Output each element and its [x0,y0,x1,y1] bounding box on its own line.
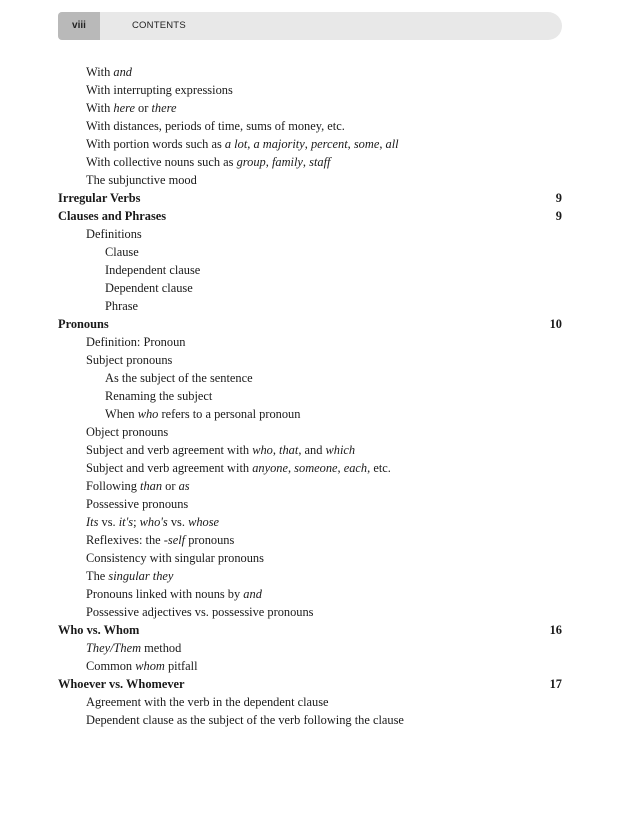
toc-section-entry [58,603,562,621]
toc-entry-text [86,101,176,115]
toc-entry-italic-text: who [252,443,273,457]
toc-entry-text [86,137,399,151]
toc-entry-text [86,497,188,511]
toc-entry-text-segment: Definition: Pronoun [86,335,186,349]
toc-entry-text-segment: , [272,443,280,457]
toc-section-entry [58,477,562,495]
toc-entry-text [58,623,139,637]
toc-entry-text-segment: When [105,407,138,421]
toc-entry-text-segment: With interrupting expressions [86,83,233,97]
toc-subsection-entry [58,261,562,279]
toc-entry-text-segment: The [86,569,109,583]
toc-entry-text [105,389,212,403]
toc-section-entry [58,531,562,549]
toc-chapter-entry [58,675,562,693]
toc-entry-text [86,335,185,349]
toc-entry-text-segment: Reflexives: the [86,533,164,547]
toc-entry-text [86,83,233,97]
toc-section-entry [58,153,562,171]
toc-entry-italic-text: as [178,479,190,493]
toc-section-entry [58,459,562,477]
toc-page-number: 9 [555,209,562,223]
toc-chapter-entry [58,621,562,639]
toc-entry-text-segment: As the subject of the sentence [105,371,253,385]
toc-section-entry [58,549,562,567]
toc-entry-italic-text: whom [135,659,165,673]
toc-entry-text [86,587,262,601]
toc-entry-text [105,407,300,421]
toc-entry-text [86,173,197,187]
toc-entry-text-segment: Pronouns [58,317,109,331]
toc-entry-text-segment: ; [133,515,140,529]
toc-section-entry [58,711,562,729]
toc-page-number: 17 [549,677,562,691]
toc-section-entry [58,567,562,585]
toc-entry-italic-text: that [279,443,299,457]
toc-section-entry [58,171,562,189]
toc-entry-italic-text: staff [309,155,331,169]
toc-entry-text-segment: Dependent clause [105,281,193,295]
toc-entry-italic-text: They/Them [86,641,142,655]
toc-chapter-entry [58,315,562,333]
toc-section-entry [58,441,562,459]
toc-entry-text [86,443,355,457]
toc-entry-text-segment: With distances, periods of time, sums of money, etc. [86,119,345,133]
toc-entry-text [86,479,190,493]
page-number: viii [58,12,100,40]
toc-entry-italic-text: who's [139,515,168,529]
toc-entry-text-segment: Following [86,479,141,493]
toc-entry-text-segment: , [247,137,254,151]
toc-entry-text-segment: Definitions [86,227,142,241]
toc-entry-text [86,227,142,241]
toc-entry-text [86,695,329,709]
toc-section-entry [58,513,562,531]
toc-section-entry [58,81,562,99]
toc-entry-text-segment: With [86,101,114,115]
toc-section-entry [58,639,562,657]
toc-entry-text-segment: Agreement with the verb in the dependent clause [86,695,329,709]
toc-entry-italic-text: singular they [108,569,174,583]
toc-section-entry [58,63,562,81]
toc-section-entry [58,693,562,711]
toc-entry-italic-text: and [113,65,132,79]
toc-entry-text-segment: Renaming the subject [105,389,213,403]
toc-entry-text [86,515,219,529]
toc-entry-italic-text: some [353,137,380,151]
toc-section-entry [58,99,562,117]
toc-subsection-entry [58,405,562,423]
toc-entry-text-segment: , [287,461,295,475]
toc-entry-text-segment: Object pronouns [86,425,169,439]
toc-entry-text [86,659,198,673]
toc-subsection-entry [58,243,562,261]
toc-subsection-entry [58,387,562,405]
toc-entry-italic-text: than [140,479,163,493]
toc-entry-text-segment: refers to a personal pronoun [158,407,301,421]
toc-entry-text-segment: Possessive adjectives vs. possessive pronouns [86,605,314,619]
toc-entry-text-segment: vs. [98,515,119,529]
toc-entry-italic-text: whose [188,515,220,529]
toc-entry-text [105,245,139,259]
table-of-contents [58,63,562,729]
toc-entry-text-segment: vs. [167,515,189,529]
toc-entry-text-segment: Subject and verb agreement with [86,461,253,475]
toc-entry-text [86,65,132,79]
header-title: CONTENTS [132,20,186,31]
toc-entry-text-segment: With [86,65,114,79]
toc-entry-italic-text: Its [86,515,99,529]
toc-entry-italic-text: all [385,137,399,151]
toc-entry-italic-text: which [325,443,356,457]
toc-entry-text-segment: Clause [105,245,139,259]
toc-section-entry [58,225,562,243]
toc-section-entry [58,333,562,351]
toc-entry-text-segment: , [347,137,354,151]
toc-entry-text-segment: or [162,479,179,493]
toc-entry-italic-text: group [236,155,266,169]
toc-entry-text-segment: , and [298,443,326,457]
toc-page-number: 9 [555,191,562,205]
toc-entry-italic-text: a majority [253,137,305,151]
toc-entry-text-segment: Common [86,659,136,673]
toc-entry-text [86,119,345,133]
toc-entry-italic-text: family [271,155,303,169]
toc-entry-text-segment: pitfall [164,659,198,673]
toc-section-entry [58,585,562,603]
toc-entry-text-segment: With collective nouns such as [86,155,237,169]
toc-subsection-entry [58,297,562,315]
toc-entry-text [58,191,141,205]
toc-entry-text-segment: , [304,137,311,151]
toc-entry-text [86,551,264,565]
toc-entry-text-segment: method [141,641,182,655]
toc-entry-text [58,209,166,223]
toc-entry-text [86,425,168,439]
toc-section-entry [58,351,562,369]
toc-entry-text-segment: , [379,137,386,151]
toc-entry-text-segment: Independent clause [105,263,201,277]
toc-chapter-entry [58,189,562,207]
toc-entry-text [86,605,314,619]
toc-entry-text-segment: or [134,101,152,115]
toc-entry-italic-text: anyone [252,461,288,475]
toc-entry-text-segment: Possessive pronouns [86,497,189,511]
toc-entry-text-segment: , [302,155,310,169]
toc-entry-text [105,281,193,295]
toc-entry-text [86,569,173,583]
toc-entry-text-segment: Dependent clause as the subject of the verb following the clause [86,713,404,727]
toc-entry-text-segment: pronouns [185,533,235,547]
toc-entry-text-segment: Whoever vs. Whomever [58,677,185,691]
toc-section-entry [58,135,562,153]
toc-entry-text-segment: Who vs. Whom [58,623,140,637]
toc-entry-text-segment: Consistency with singular pronouns [86,551,264,565]
toc-entry-italic-text: -self [163,533,186,547]
toc-page-number: 10 [549,317,562,331]
toc-entry-text-segment: Pronouns linked with nouns by [86,587,244,601]
toc-entry-text-segment: , [337,461,344,475]
toc-entry-text-segment: Irregular Verbs [58,191,141,205]
running-header [58,12,562,40]
toc-entry-text-segment: Subject pronouns [86,353,173,367]
toc-section-entry [58,423,562,441]
toc-entry-italic-text: someone [294,461,338,475]
toc-entry-text [105,263,200,277]
toc-entry-italic-text: here [113,101,135,115]
toc-entry-text [105,371,253,385]
toc-chapter-entry [58,207,562,225]
toc-section-entry [58,657,562,675]
toc-entry-text-segment: Clauses and Phrases [58,209,167,223]
toc-entry-italic-text: a lot [224,137,248,151]
toc-entry-italic-text: there [151,101,177,115]
toc-entry-text-segment: The subjunctive mood [86,173,197,187]
toc-entry-text-segment: Phrase [105,299,139,313]
toc-page-number: 16 [549,623,562,637]
toc-entry-text-segment: , [265,155,272,169]
toc-entry-text [105,299,138,313]
toc-section-entry [58,495,562,513]
toc-entry-italic-text: percent [310,137,348,151]
toc-entry-italic-text: each [343,461,368,475]
toc-entry-text-segment: With portion words such as [86,137,225,151]
toc-entry-italic-text: who [137,407,159,421]
toc-subsection-entry [58,279,562,297]
toc-subsection-entry [58,369,562,387]
toc-entry-italic-text: and [243,587,262,601]
toc-entry-italic-text: it's [118,515,134,529]
toc-entry-text [86,641,181,655]
toc-entry-text [58,677,185,691]
toc-entry-text [58,317,109,331]
toc-entry-text [86,155,330,169]
toc-entry-text [86,713,404,727]
toc-entry-text [86,461,391,475]
toc-section-entry [58,117,562,135]
toc-entry-text-segment: , etc. [367,461,391,475]
toc-entry-text-segment: Subject and verb agreement with [86,443,253,457]
toc-entry-text [86,533,234,547]
toc-entry-text [86,353,172,367]
